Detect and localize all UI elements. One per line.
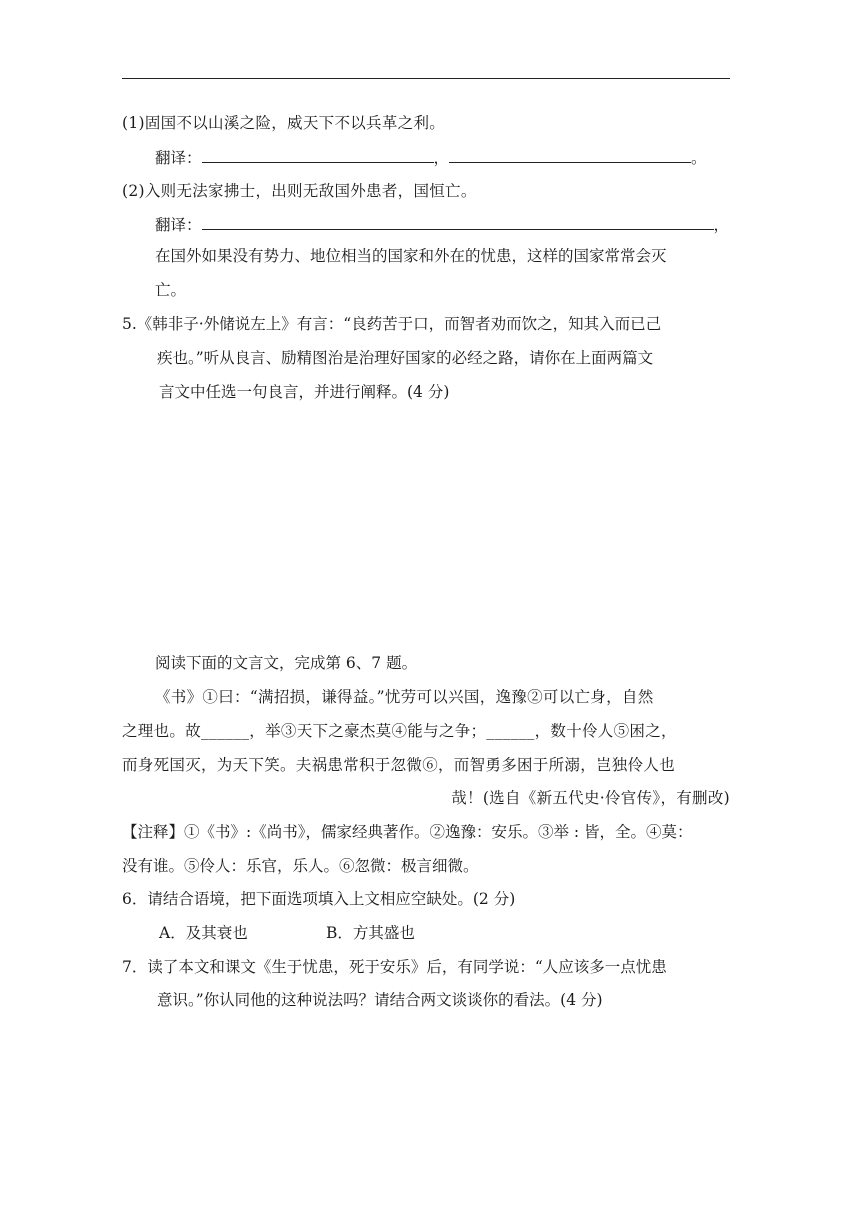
translation-label: 翻译： — [155, 149, 202, 167]
q6-stem: 6．请结合语境，把下面选项填入上文相应空缺处。(2 分) — [122, 890, 516, 908]
notes-line-2: 没有谁。⑤伶人：乐官，乐人。⑥忽微：极言细微。 — [122, 857, 479, 875]
q4-translation-2-end: 亡。 — [155, 281, 187, 299]
q4-translation-2 — [155, 213, 729, 236]
period: 。 — [691, 149, 707, 167]
notes-line-1: 【注释】①《书》:《尚书》，儒家经典著作。②逸豫：安乐。③举 : 皆，全。④莫： — [122, 823, 693, 841]
passage-line-1: 《书》①曰：“满招损，谦得益。”忧劳可以兴国，逸豫②可以亡身，自然 — [155, 688, 654, 706]
passage-line-3: 而身死国灭，为天下笑。夫祸患常积于忽微⑥，而智勇多困于所溺，岂独伶人也 — [122, 756, 676, 774]
passage-line-2: 之理也。故______，举③天下之豪杰莫④能与之争；______，数十伶人⑤困之， — [122, 722, 677, 740]
header-rule — [122, 78, 730, 79]
reading-intro: 阅读下面的文言文，完成第 6、7 题。 — [155, 654, 418, 672]
answer-blank[interactable] — [202, 213, 714, 230]
q4-item-2: (2)入则无法家拂士，出则无敌国外患者，国恒亡。 — [122, 182, 477, 200]
q7-line-2: 意识。”你认同他的这种说法吗？请结合两文谈谈你的看法。(4 分) — [157, 991, 603, 1009]
answer-blank[interactable] — [449, 146, 691, 163]
comma: ， — [433, 149, 450, 167]
q6-option-a[interactable]: A．及其衰也 — [159, 924, 248, 942]
q7-line-1: 7．读了本文和课文《生于忧患，死于安乐》后，有同学说：“人应该多一点忧患 — [122, 958, 667, 976]
q4-translation-2-continued: 在国外如果没有势力、地位相当的国家和外在的忧患，这样的国家常常会灭 — [155, 247, 667, 265]
passage-source: 哉！(选自《新五代史·伶官传》，有删改) — [451, 789, 730, 807]
q5-line-3: 言文中任选一句良言，并进行阐释。(4 分) — [159, 383, 450, 401]
translation-label: 翻译： — [155, 216, 202, 234]
q5-line-2: 疾也。”听从良言、励精图治是治理好国家的必经之路，请你在上面两篇文 — [157, 349, 654, 367]
answer-blank[interactable] — [202, 146, 434, 163]
q5-line-1: 5.《韩非子·外储说左上》有言：“良药苦于口，而智者劝而饮之，知其入而已己 — [122, 315, 662, 333]
q4-translation-1 — [155, 146, 707, 169]
q4-item-1: (1)固国不以山溪之险，威天下不以兵革之利。 — [122, 114, 446, 132]
q6-option-b[interactable]: B．方其盛也 — [326, 924, 415, 942]
comma: ， — [713, 216, 730, 234]
